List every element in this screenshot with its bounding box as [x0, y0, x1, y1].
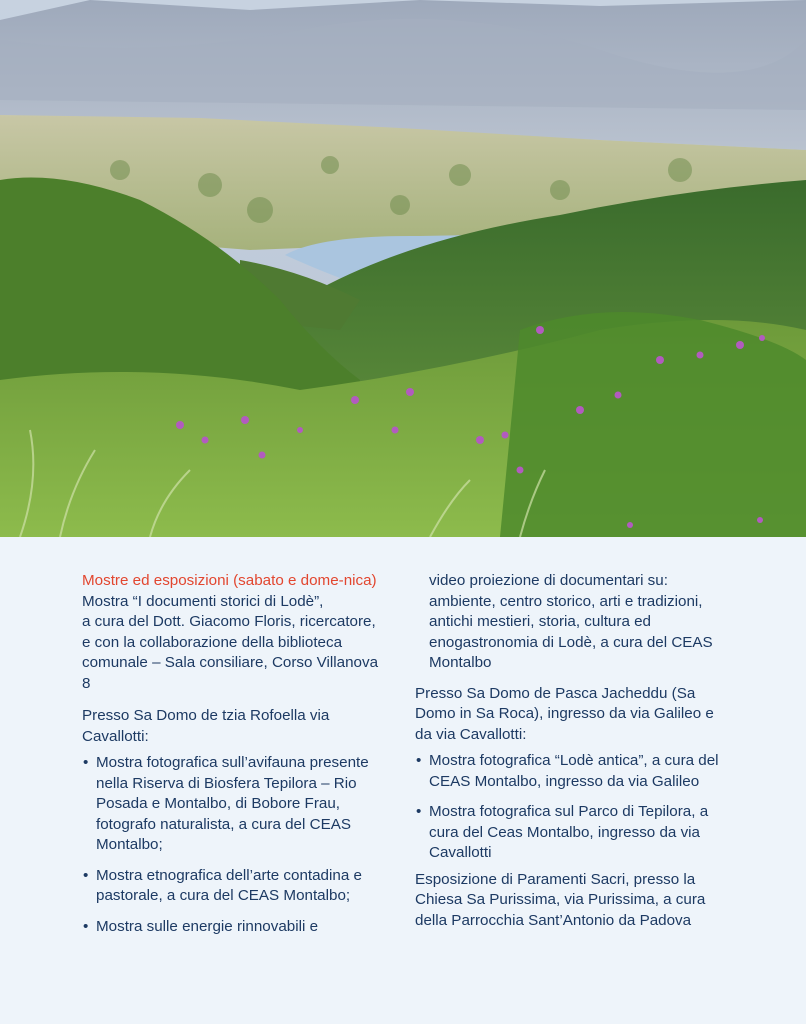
jacheddu-venue-paragraph: Presso Sa Domo de Pasca Jacheddu (Sa Domo in Sa Roca), ingresso da via Galileo e da via Cavallotti: [415, 684, 714, 743]
jacheddu-exhibitions-list [415, 751, 730, 864]
bullet-icon: • [83, 754, 89, 771]
list-item: • Mostra fotografica sull’avifauna presente nella Riserva di Biosfera Tepilora – Rio Posada e Montalbo, di Bobore Frau, fotografo naturalista, a cura del CEAS Montalbo; [83, 754, 369, 853]
section-heading: Mostre ed esposizioni (sabato e dome-nica) [82, 572, 377, 589]
rofoella-exhibitions-list [82, 753, 382, 937]
left-column [82, 571, 382, 947]
bullet-icon: • [416, 803, 422, 820]
documents-exhibition-paragraph [82, 592, 382, 695]
text-section [0, 537, 806, 1024]
list-item: • Mostra fotografica “Lodè antica”, a cura del CEAS Montalbo, ingresso da via Galileo [416, 752, 719, 790]
list-item: • Mostra fotografica sul Parco di Tepilora, a cura del Ceas Montalbo, ingresso da via Cavallotti [416, 803, 709, 861]
documents-exhibition-line1: Mostra “I documenti storici di Lodè”, [82, 592, 324, 610]
bullet-icon: • [83, 917, 89, 935]
bullet-icon: • [416, 752, 422, 769]
list-item: • Mostra sulle energie rinnovabili e [82, 917, 382, 938]
list-item: • Mostra etnografica dell’arte contadina e pastorale, a cura del CEAS Montalbo; [83, 866, 362, 904]
documents-exhibition-rest: a cura del Dott. Giacomo Floris, ricercatore, e con la collaborazione della biblioteca comunale – Sala consiliare, Corso Villanova 8 [82, 613, 379, 692]
sacred-vestments-paragraph: Esposizione di Paramenti Sacri, presso la Chiesa Sa Purissima, via Purissima, a cura della Parrocchia Sant’Antonio da Padova [415, 870, 706, 929]
right-column [415, 571, 730, 943]
bullet-continuation: video proiezione di documentari su: ambiente, centro storico, arti e tradizioni, antichi mestieri, storia, cultura ed enogastronomia di Lodè, a cura del CEAS Montalbo [429, 572, 713, 671]
rofoella-venue-paragraph: Presso Sa Domo de tzia Rofoella via Cavallotti: [82, 707, 330, 745]
bullet-icon: • [83, 866, 89, 884]
